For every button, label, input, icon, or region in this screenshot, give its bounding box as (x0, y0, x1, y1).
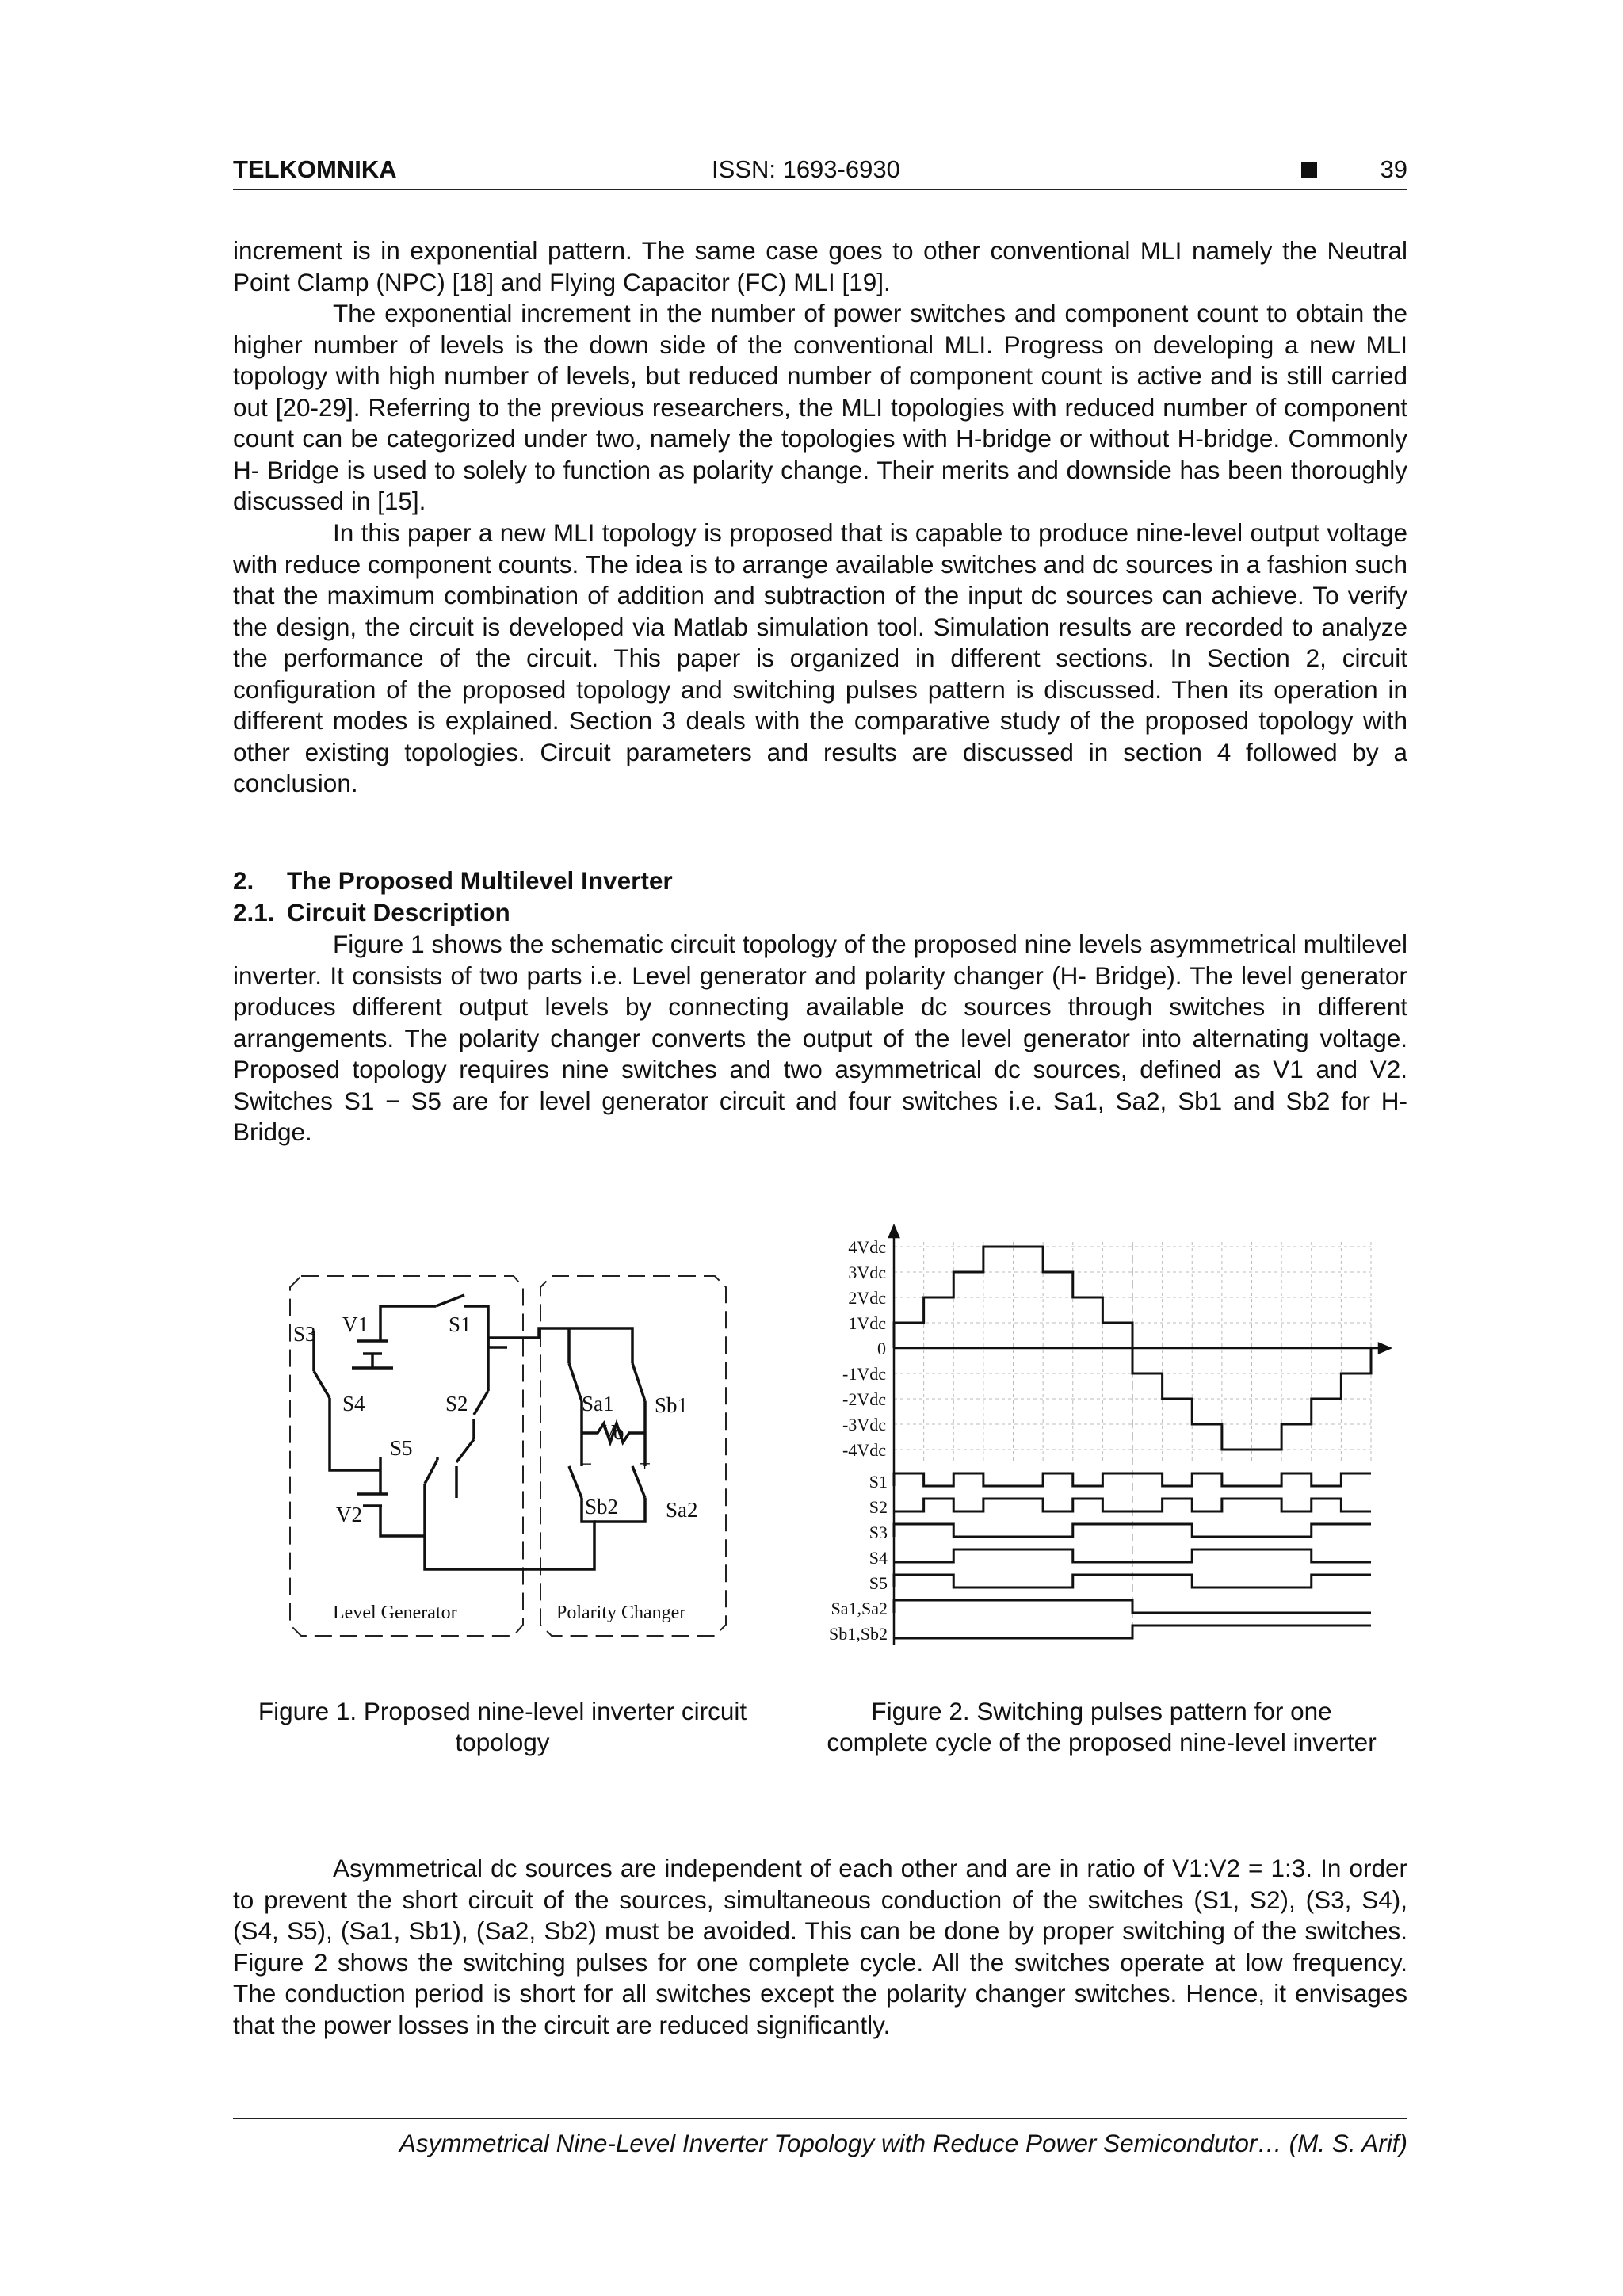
footer-rule (233, 2118, 1407, 2119)
section-title: The Proposed Multilevel Inverter (287, 866, 673, 895)
y-axis-arrow (889, 1226, 899, 1237)
paragraph-4: Figure 1 shows the schematic circuit topology of the proposed nine levels asymmetrical multilevel inverter. It consists of two parts i.e. Level generator and polarity changer (H- Bridge). The level generator produces different output levels by connecting available dc sources through switches in different arrangements. The polarity changer converts the output of the level generator into alternating voltage. Proposed topology requires nine switches and two asymmetrical dc sources, defined as V1 and V2. Switches S1 − S5 are for level generator circuit and four switches i.e. Sa1, Sa2, Sb1 and Sb2 for H-Bridge. (233, 930, 1407, 1146)
y-tick-label: 2Vdc (848, 1288, 886, 1308)
subsection-title: Circuit Description (287, 898, 510, 926)
page-number: 39 (1380, 155, 1407, 183)
paragraph-5: Asymmetrical dc sources are independent of each other and are in ratio of V1:V2 = 1:3. In order to prevent the short circuit of the sources, simultaneous conduction of the switches (S1, S2), (S3, S4), (S4, S5), (Sa1, Sb1), (Sa2, Sb2) must be avoided. This can be done by proper switching of the switches. Figure 2 shows the switching pulses for one complete cycle. All the switches operate at low frequency. The conduction period is short for all switches except the polarity changer switches. Hence, it envisages that the power losses in the circuit are reduced significantly. (233, 1854, 1407, 2039)
y-tick-label: -3Vdc (842, 1415, 886, 1435)
subsection-heading (233, 898, 510, 927)
label-sa1: Sa1 (582, 1392, 614, 1415)
pulse-label: S3 (869, 1522, 888, 1542)
label-s2: S2 (445, 1392, 468, 1415)
y-tick-label: 4Vdc (848, 1237, 886, 1257)
pulse-label: S4 (869, 1548, 888, 1568)
issn: ISSN: 1693-6930 (712, 155, 900, 183)
label-s1: S1 (449, 1312, 472, 1336)
label-sb2: Sb2 (585, 1495, 619, 1519)
header-rule (233, 189, 1407, 190)
x-axis-arrow (1379, 1343, 1390, 1353)
pulse-label: S1 (869, 1472, 888, 1492)
figure-2-caption: Figure 2. Switching pulses pattern for one complete cycle of the proposed nine-level inverter (827, 1697, 1377, 1756)
figure-2-switching-pulses-chart (800, 1224, 1411, 1668)
pulse-label: S5 (869, 1573, 888, 1593)
y-tick-label: -4Vdc (842, 1440, 886, 1460)
pulse-trace (894, 1626, 1371, 1638)
label-s5: S5 (390, 1436, 413, 1460)
pulse-trace (894, 1600, 1371, 1613)
square-bullet-icon (1301, 162, 1317, 178)
paragraph-2: The exponential increment in the number of power switches and component count to obtain the higher number of levels is the down side of the conventional MLI. Progress on developing a new MLI topology with high number of levels, but reduced number of component count is active and is still carried out [20-29]. Referring to the previous researchers, the MLI topologies with reduced number of component count can be categorized under two, namely the topologies with H-bridge or without H-bridge. Commonly H- Bridge is used to solely to function as polarity change. Their merits and downside has been thoroughly discussed in [15]. (233, 299, 1407, 515)
paragraph-3: In this paper a new MLI topology is proposed that is capable to produce nine-level output voltage with reduce component counts. The idea is to arrange available switches and dc sources in a fashion such that the maximum combination of addition and subtraction of the input dc sources can achieve. To verify the design, the circuit is developed via Matlab simulation tool. Simulation results are recorded to analyze the performance of the circuit. This paper is organized in different sections. In Section 2, circuit configuration of the proposed topology and switching pulses pattern is discussed. Then its operation in different modes is explained. Section 3 deals with the comparative study of the proposed topology with other existing topologies. Circuit parameters and results are discussed in section 4 followed by a conclusion. (233, 518, 1407, 797)
label-v2: V2 (336, 1503, 362, 1526)
label-vo: Vo (601, 1420, 624, 1444)
figure-1-caption: Figure 1. Proposed nine-level inverter circuit topology (258, 1697, 747, 1756)
section-number: 2. (233, 866, 254, 895)
label-sa2: Sa2 (666, 1498, 698, 1522)
pulse-label: Sa1,Sa2 (831, 1599, 888, 1618)
label-v1: V1 (342, 1312, 369, 1336)
label-s3: S3 (293, 1322, 316, 1346)
label-level-generator: Level Generator (333, 1603, 457, 1623)
y-tick-label: 1Vdc (848, 1313, 886, 1333)
section-heading (233, 866, 673, 896)
y-tick-label: 3Vdc (848, 1263, 886, 1282)
y-tick-label: 0 (877, 1339, 886, 1358)
y-tick-label: -1Vdc (842, 1364, 886, 1384)
label-polarity-changer: Polarity Changer (556, 1603, 686, 1623)
label-sb1: Sb1 (655, 1393, 689, 1417)
journal-name: TELKOMNIKA (233, 155, 397, 183)
label-plus: + (639, 1452, 651, 1476)
figure-1-circuit (269, 1252, 745, 1656)
y-tick-label: -2Vdc (842, 1389, 886, 1409)
label-s4: S4 (342, 1392, 365, 1415)
pulse-label: Sb1,Sb2 (829, 1624, 888, 1644)
label-minus: − (580, 1452, 593, 1476)
page-header (233, 155, 1407, 189)
footer-running-title: Asymmetrical Nine-Level Inverter Topology with Reduce Power Semicondutor… (M. S. Arif) (399, 2129, 1407, 2157)
paragraph-1: increment is in exponential pattern. The same case goes to other conventional MLI namely the Neutral Point Clamp (NPC) [18] and Flying Capacitor (FC) MLI [19]. (233, 236, 1407, 296)
subsection-number: 2.1. (233, 898, 275, 926)
pulse-label: S2 (869, 1497, 888, 1517)
